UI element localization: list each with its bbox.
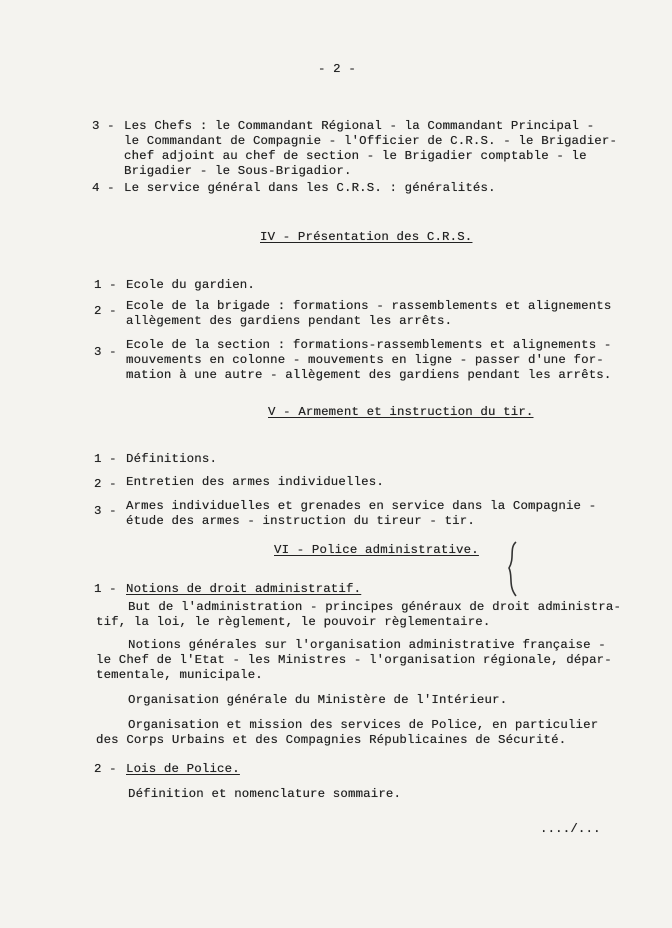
text-line: Organisation générale du Ministère de l'Intérieur. (128, 693, 508, 707)
item-number: 1 - (94, 452, 117, 466)
item-number: 1 - (94, 278, 117, 292)
text-line: Ecole de la section : formations-rassemblements et alignements - (126, 338, 612, 352)
section-heading-iv: IV - Présentation des C.R.S. (260, 230, 473, 244)
text-line: Définition et nomenclature sommaire. (128, 787, 402, 801)
item-number: 1 - (94, 582, 117, 596)
text-line: Ecole du gardien. (126, 278, 255, 292)
item-number: 2 - (94, 477, 117, 491)
text-line: Ecole de la brigade : formations - rassemblements et alignements (126, 299, 612, 313)
text-line: tementale, municipale. (96, 668, 263, 682)
text-line: le Commandant de Compagnie - l'Officier de C.R.S. - le Brigadier- (124, 134, 618, 148)
text-line: Armes individuelles et grenades en service dans la Compagnie - (126, 499, 597, 513)
text-line: mation à une autre - allègement des gardiens pendant les arrêts. (126, 368, 612, 382)
text-line: chef adjoint au chef de section - le Brigadier comptable - le (124, 149, 587, 163)
text-line: Brigadier - le Sous-Brigadior. (124, 164, 352, 178)
item-number: 2 - (94, 304, 117, 318)
text-line: étude des armes - instruction du tireur - tir. (126, 514, 475, 528)
text-line: mouvements en colonne - mouvements en ligne - passer d'une for- (126, 353, 604, 367)
text-line: Entretien des armes individuelles. (126, 475, 384, 489)
text-line: Notions générales sur l'organisation administrative française - (128, 638, 606, 652)
item-number: 2 - (94, 762, 117, 776)
text-line: tif, la loi, le règlement, le pouvoir règlementaire. (96, 615, 491, 629)
item-number: 3 - (92, 119, 115, 133)
page-number: - 2 - (318, 62, 356, 76)
text-line: Les Chefs : le Commandant Régional - la Commandant Principal - (124, 119, 595, 133)
subsection-title: Notions de droit administratif. (126, 582, 362, 596)
item-number: 3 - (94, 504, 117, 518)
section-heading-vi: VI - Police administrative. (274, 543, 479, 557)
continuation-mark: ..../... (540, 822, 601, 836)
item-number: 4 - (92, 181, 115, 195)
item-number: 3 - (94, 345, 117, 359)
text-line: Organisation et mission des services de Police, en particulier (128, 718, 599, 732)
text-line: le Chef de l'Etat - les Ministres - l'organisation régionale, dépar- (96, 653, 612, 667)
subsection-title: Lois de Police. (126, 762, 240, 776)
text-line: allègement des gardiens pendant les arrêts. (126, 314, 453, 328)
text-line: But de l'administration - principes généraux de droit administra- (128, 600, 622, 614)
section-heading-v: V - Armement et instruction du tir. (268, 405, 534, 419)
text-line: Définitions. (126, 452, 218, 466)
text-line: des Corps Urbains et des Compagnies Républicaines de Sécurité. (96, 733, 567, 747)
text-line: Le service général dans les C.R.S. : généralités. (124, 181, 496, 195)
handwritten-brace-mark (505, 540, 519, 598)
